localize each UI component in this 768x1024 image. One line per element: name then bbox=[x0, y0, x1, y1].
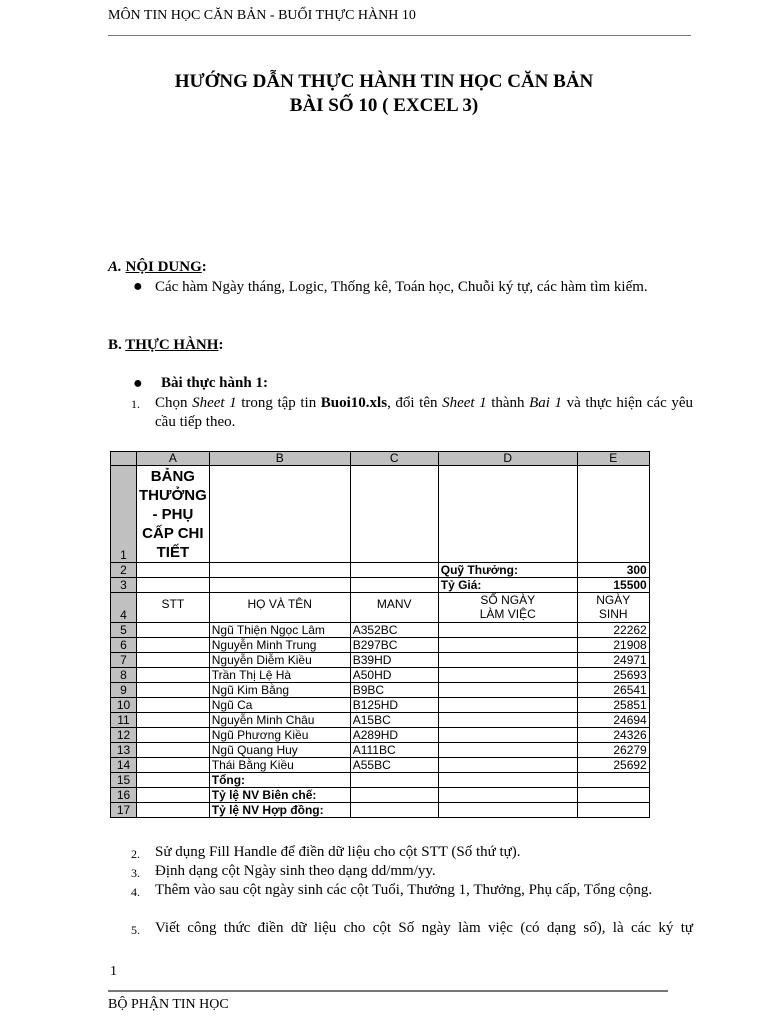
cell-manv[interactable]: A111BC bbox=[350, 743, 438, 758]
table-row bbox=[111, 788, 650, 803]
section-a-prefix: A. bbox=[108, 259, 126, 275]
row-number[interactable]: 13 bbox=[111, 743, 137, 758]
section-b-colon: : bbox=[218, 337, 224, 353]
bullet-icon: ● bbox=[133, 278, 143, 295]
cell-name[interactable]: Ngũ Quang Huy bbox=[209, 743, 350, 758]
cell-ngay-sinh[interactable]: 25693 bbox=[577, 668, 649, 683]
table-row bbox=[111, 713, 650, 728]
list-item: Thêm vào sau cột ngày sinh các cột Tuổi, Thưởng 1, Thưởng, Phụ cấp, Tổng cộng. bbox=[155, 882, 653, 898]
quy-thuong-value[interactable]: 300 bbox=[577, 563, 649, 578]
item-filename: Buoi10.xls bbox=[320, 395, 388, 411]
footer-department: BỘ PHẬN TIN HỌC bbox=[108, 997, 229, 1012]
table-row bbox=[111, 743, 650, 758]
column-header[interactable]: A bbox=[137, 452, 210, 466]
table-cell[interactable] bbox=[577, 803, 649, 818]
item-text: Sheet 1 bbox=[192, 395, 237, 411]
table-row bbox=[111, 803, 650, 818]
cell-manv[interactable]: B125HD bbox=[350, 698, 438, 713]
table-cell[interactable] bbox=[137, 563, 210, 578]
item-text: trong tập tin bbox=[236, 395, 321, 411]
corner-cell[interactable] bbox=[111, 452, 137, 466]
cell-stt[interactable] bbox=[137, 743, 210, 758]
item-text: thành bbox=[486, 395, 530, 411]
row-number[interactable]: 17 bbox=[111, 803, 137, 818]
item-number: 5. bbox=[131, 923, 140, 937]
cell-so-ngay[interactable] bbox=[438, 638, 577, 653]
header-rule bbox=[108, 35, 691, 36]
item-number: 4. bbox=[131, 885, 140, 899]
header-manv[interactable]: MANV bbox=[350, 593, 438, 623]
table-row bbox=[111, 773, 650, 788]
row-number[interactable]: 16 bbox=[111, 788, 137, 803]
table-row bbox=[111, 623, 650, 638]
cell-stt[interactable] bbox=[137, 623, 210, 638]
spreadsheet-table bbox=[110, 451, 650, 818]
bullet-icon: ● bbox=[133, 375, 143, 392]
cell-manv[interactable]: B297BC bbox=[350, 638, 438, 653]
table-cell[interactable] bbox=[577, 788, 649, 803]
header-so-ngay-lam-viec[interactable]: SỐ NGÀY LÀM VIỆC bbox=[438, 593, 577, 623]
cell-so-ngay[interactable] bbox=[438, 728, 577, 743]
section-b-heading bbox=[108, 337, 223, 354]
header-ngay-sinh[interactable]: NGÀY SINH bbox=[577, 593, 649, 623]
cell-ngay-sinh[interactable]: 21908 bbox=[577, 638, 649, 653]
row-number[interactable]: 3 bbox=[111, 578, 137, 593]
table-row bbox=[111, 563, 650, 578]
cell-so-ngay[interactable] bbox=[438, 683, 577, 698]
cell-manv[interactable]: A15BC bbox=[350, 713, 438, 728]
header-ho-ten[interactable]: HỌ VÀ TÊN bbox=[209, 593, 350, 623]
item-text: và thực hiện các yêu cầu tiếp theo. bbox=[155, 395, 693, 430]
table-cell[interactable] bbox=[137, 578, 210, 593]
cell-so-ngay[interactable] bbox=[438, 698, 577, 713]
item-text: , đổi tên bbox=[387, 395, 443, 411]
table-cell[interactable] bbox=[438, 788, 577, 803]
list-item bbox=[155, 394, 693, 432]
cell-name[interactable]: Thái Bằng Kiều bbox=[209, 758, 350, 773]
table-cell[interactable] bbox=[350, 466, 438, 563]
column-header-row bbox=[111, 452, 650, 466]
cell-manv[interactable]: A50HD bbox=[350, 668, 438, 683]
page-number: 1 bbox=[110, 964, 117, 979]
section-b-title: THỰC HÀNH bbox=[125, 337, 219, 353]
table-header-row bbox=[111, 593, 650, 623]
list-item: Sử dụng Fill Handle để điền dữ liệu cho cột STT (Số thứ tự). bbox=[155, 844, 521, 860]
row-number[interactable]: 15 bbox=[111, 773, 137, 788]
tong-label[interactable]: Tổng: bbox=[209, 773, 350, 788]
cell-so-ngay[interactable] bbox=[438, 743, 577, 758]
item-text: Chọn bbox=[155, 395, 193, 411]
section-a-bullet: Các hàm Ngày tháng, Logic, Thống kê, Toán học, Chuỗi ký tự, các hàm tìm kiếm. bbox=[155, 279, 648, 295]
cell-stt[interactable] bbox=[137, 758, 210, 773]
cell-stt[interactable] bbox=[137, 668, 210, 683]
item-text: Bai 1 bbox=[529, 395, 563, 411]
table-row bbox=[111, 758, 650, 773]
cell-name[interactable]: Nguyễn Minh Trung bbox=[209, 638, 350, 653]
item-number: 3. bbox=[131, 866, 140, 880]
ty-gia-label[interactable]: Tỷ Giá: bbox=[438, 578, 577, 593]
cell-name[interactable]: Ngũ Ca bbox=[209, 698, 350, 713]
row-number[interactable]: 2 bbox=[111, 563, 137, 578]
item-number: 2. bbox=[131, 847, 140, 861]
table-cell[interactable] bbox=[350, 773, 438, 788]
quy-thuong-label[interactable]: Quỹ Thưởng: bbox=[438, 563, 577, 578]
cell-manv[interactable]: B9BC bbox=[350, 683, 438, 698]
item-text: Sheet 1 bbox=[442, 395, 487, 411]
cell-stt[interactable] bbox=[137, 638, 210, 653]
cell-name[interactable]: Ngũ Thiện Ngọc Lâm bbox=[209, 623, 350, 638]
row-number[interactable]: 10 bbox=[111, 698, 137, 713]
row-number[interactable]: 5 bbox=[111, 623, 137, 638]
cell-stt[interactable] bbox=[137, 698, 210, 713]
column-header[interactable]: D bbox=[438, 452, 577, 466]
table-row bbox=[111, 653, 650, 668]
row-number[interactable]: 8 bbox=[111, 668, 137, 683]
cell-so-ngay[interactable] bbox=[438, 713, 577, 728]
cell-name[interactable]: Trần Thị Lệ Hà bbox=[209, 668, 350, 683]
table-cell[interactable] bbox=[350, 563, 438, 578]
header-title: MÔN TIN HỌC CĂN BẢN - BUỔI THỰC HÀNH 10 bbox=[108, 8, 416, 23]
row-number[interactable]: 11 bbox=[111, 713, 137, 728]
table-cell[interactable] bbox=[209, 578, 350, 593]
ty-gia-value[interactable]: 15500 bbox=[577, 578, 649, 593]
cell-ngay-sinh[interactable]: 24694 bbox=[577, 713, 649, 728]
cell-name[interactable]: Nguyễn Diễm Kiều bbox=[209, 653, 350, 668]
cell-stt[interactable] bbox=[137, 683, 210, 698]
table-cell[interactable] bbox=[438, 803, 577, 818]
table-title-cell[interactable]: BẢNG THƯỞNG - PHỤ CẤP CHI TIẾT bbox=[137, 466, 210, 563]
cell-ngay-sinh[interactable]: 26279 bbox=[577, 743, 649, 758]
document-subtitle: BÀI SỐ 10 ( EXCEL 3) bbox=[289, 95, 479, 116]
section-a-title: NỘI DUNG bbox=[125, 259, 202, 275]
table-cell[interactable] bbox=[438, 773, 577, 788]
cell-name[interactable]: Ngũ Kim Bằng bbox=[209, 683, 350, 698]
row-number[interactable]: 1 bbox=[111, 466, 137, 563]
header-stt[interactable]: STT bbox=[137, 593, 210, 623]
row-number[interactable]: 4 bbox=[111, 593, 137, 623]
table-cell[interactable] bbox=[137, 803, 210, 818]
cell-ngay-sinh[interactable]: 26541 bbox=[577, 683, 649, 698]
cell-manv[interactable]: A55BC bbox=[350, 758, 438, 773]
table-cell[interactable] bbox=[350, 803, 438, 818]
cell-name[interactable]: Nguyễn Minh Châu bbox=[209, 713, 350, 728]
row-number[interactable]: 9 bbox=[111, 683, 137, 698]
cell-so-ngay[interactable] bbox=[438, 668, 577, 683]
cell-manv[interactable]: A289HD bbox=[350, 728, 438, 743]
cell-so-ngay[interactable] bbox=[438, 758, 577, 773]
table-row bbox=[111, 466, 650, 563]
row-number[interactable]: 6 bbox=[111, 638, 137, 653]
footer-rule bbox=[108, 990, 668, 992]
cell-manv[interactable]: B39HD bbox=[350, 653, 438, 668]
column-header[interactable]: B bbox=[209, 452, 350, 466]
table-cell[interactable] bbox=[137, 788, 210, 803]
cell-ngay-sinh[interactable]: 24326 bbox=[577, 728, 649, 743]
table-cell[interactable] bbox=[577, 466, 649, 563]
list-item: Viết công thức điền dữ liệu cho cột Số ngày làm việc (có dạng số), là các ký tự bbox=[155, 920, 693, 936]
cell-stt[interactable] bbox=[137, 713, 210, 728]
cell-ngay-sinh[interactable]: 25851 bbox=[577, 698, 649, 713]
table-cell[interactable] bbox=[577, 773, 649, 788]
cell-ngay-sinh[interactable]: 25692 bbox=[577, 758, 649, 773]
cell-name[interactable]: Ngũ Phương Kiều bbox=[209, 728, 350, 743]
ty-le-hop-dong-label[interactable]: Tỷ lệ NV Hợp đồng: bbox=[209, 803, 350, 818]
row-number[interactable]: 7 bbox=[111, 653, 137, 668]
cell-manv[interactable]: A352BC bbox=[350, 623, 438, 638]
table-row bbox=[111, 698, 650, 713]
cell-stt[interactable] bbox=[137, 728, 210, 743]
table-cell[interactable] bbox=[137, 773, 210, 788]
cell-ngay-sinh[interactable]: 24971 bbox=[577, 653, 649, 668]
column-header[interactable]: C bbox=[350, 452, 438, 466]
row-number[interactable]: 14 bbox=[111, 758, 137, 773]
table-row bbox=[111, 638, 650, 653]
cell-so-ngay[interactable] bbox=[438, 653, 577, 668]
cell-stt[interactable] bbox=[137, 653, 210, 668]
table-cell[interactable] bbox=[350, 578, 438, 593]
section-a-colon: : bbox=[201, 259, 207, 275]
ty-le-bien-che-label[interactable]: Tỷ lệ NV Biên chế: bbox=[209, 788, 350, 803]
column-header[interactable]: E bbox=[577, 452, 649, 466]
item-number: 1. bbox=[131, 397, 140, 411]
row-number[interactable]: 12 bbox=[111, 728, 137, 743]
table-cell[interactable] bbox=[209, 466, 350, 563]
cell-so-ngay[interactable] bbox=[438, 623, 577, 638]
section-b-prefix: B. bbox=[108, 337, 126, 353]
exercise-label: Bài thực hành 1: bbox=[161, 375, 268, 391]
table-row bbox=[111, 728, 650, 743]
table-row bbox=[111, 668, 650, 683]
table-cell[interactable] bbox=[350, 788, 438, 803]
table-row bbox=[111, 683, 650, 698]
section-a-heading bbox=[108, 259, 207, 276]
cell-ngay-sinh[interactable]: 22262 bbox=[577, 623, 649, 638]
document-title: HƯỚNG DẪN THỰC HÀNH TIN HỌC CĂN BẢN bbox=[174, 71, 594, 92]
table-cell[interactable] bbox=[438, 466, 577, 563]
table-cell[interactable] bbox=[209, 563, 350, 578]
table-row bbox=[111, 578, 650, 593]
list-item: Định dạng cột Ngày sinh theo dạng dd/mm/yy. bbox=[155, 863, 436, 879]
